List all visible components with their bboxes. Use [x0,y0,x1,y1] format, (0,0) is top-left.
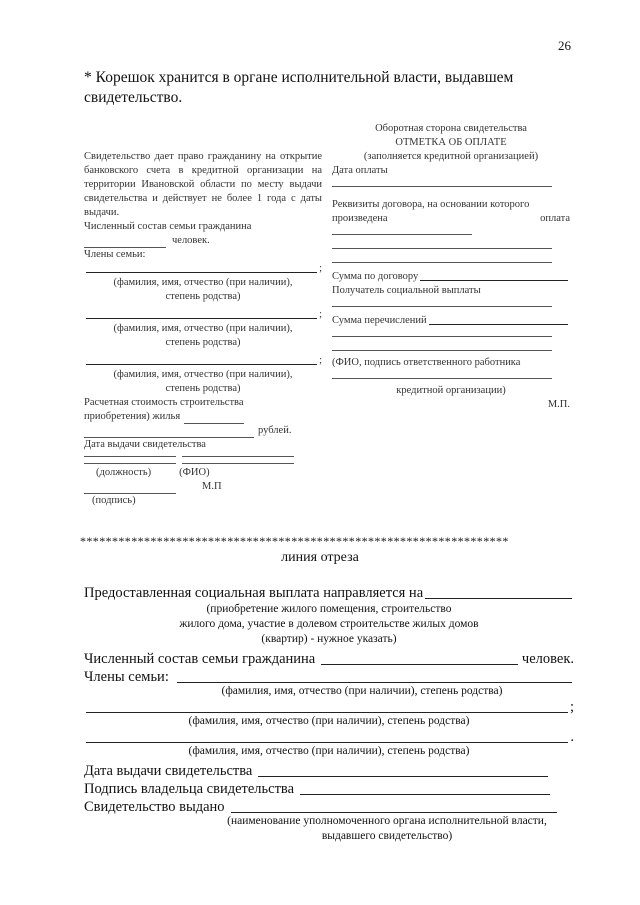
fio-hint-2a: (фамилия, имя, отчество (при наличии), [113,323,293,334]
reverse-side-header: Оборотная сторона свидетельства [375,123,527,134]
contract-sum-label: Сумма по договору [332,271,419,282]
transfer-sum-field-3[interactable] [332,350,552,351]
family-count-label: Численный состав семьи гражданина [84,221,252,232]
credit-org-label: кредитной организации) [396,385,506,396]
bottom-family-members-label: Члены семьи: [84,669,169,685]
signature-label: (подпись) [92,495,136,506]
payment-mark-title: ОТМЕТКА ОБ ОПЛАТЕ [395,137,507,148]
position-field-2[interactable] [84,463,176,464]
fio-hint-1b: степень родства) [165,291,241,302]
requisites-field-1[interactable] [332,234,472,235]
bottom-fio-hint-2: (фамилия, имя, отчество (при наличии), степень родства) [188,715,470,727]
family-member-field-3[interactable] [86,364,317,365]
payment-date-label: Дата оплаты [332,165,388,176]
bottom-family-member-field-2[interactable] [86,712,568,713]
certificate-stub-section: Свидетельство дает право гражданину на открытие банковского счета в кредитной организации на территории Ивановской области по месту выдачи свидетельства и действует не более 1 года с даты выдачи. Численный состав семьи гражданина человек. Члены семьи: ; (фамилия, имя, отчество (при наличии), степень родства) ; (фамилия, имя, отчество (при наличии), степень родства) ; (фамилия, имя, отчество (при наличии), степень родства) Расчетная стоимость строительства приобретения) жилья рублей. Дата выдачи свидетельства (должность) (ФИО) М.П (подпись) [84,151,322,506]
payment-hint-3: (квартир) - нужное указать) [261,633,397,645]
stub-note [84,68,574,108]
issue-date-label: Дата выдачи свидетельства [84,439,206,450]
calc-cost-label-1: Расчетная стоимость строительства [84,397,244,408]
fio-field-2[interactable] [182,463,294,464]
bottom-fio-hint-1: (фамилия, имя, отчество (при наличии), степень родства) [221,685,503,697]
payment-direction-field[interactable] [425,598,572,599]
certificate-rights-text: Свидетельство дает право гражданину на открытие банковского счета в кредитной организации на территории Ивановской области по месту выдачи свидетельства и действует не более 1 года с даты выдачи. [84,151,322,218]
bottom-issue-date-field[interactable] [258,776,548,777]
issued-by-label: Свидетельство выдано [84,799,225,815]
family-count-row [84,650,574,668]
stub-note-line1: * Корешок хранится в органе исполнительной власти, выдавшем [84,69,514,86]
bottom-issue-date-row [84,762,574,780]
rubles-label: рублей. [258,425,292,436]
fio-label: (ФИО) [179,467,210,478]
filled-by-note: (заполняется кредитной организацией) [363,151,539,162]
requisites-field-3[interactable] [332,262,552,263]
bottom-family-count-field[interactable] [321,664,518,665]
fio-hint-3b: степень родства) [165,383,241,394]
fio-field[interactable] [182,456,294,457]
holder-sign-label: Подпись владельца свидетельства [84,781,295,797]
family-member-field-1[interactable] [86,272,317,273]
holder-sign-row [84,780,574,798]
issuing-org-hint-1: (наименование уполномоченного органа исполнительной власти, [227,815,547,827]
family-member-field-2[interactable] [86,318,317,319]
requisites-line2b: оплата [540,213,570,224]
requisites-field-2[interactable] [332,248,552,249]
fio-hint-2b: степень родства) [165,337,241,348]
bottom-persons-label: человек. [521,651,574,667]
payment-direction-row [84,584,574,602]
payment-date-field[interactable] [332,186,552,187]
calc-cost-field-1[interactable] [184,423,244,424]
stub-note-line2: свидетельство. [84,89,183,106]
calc-cost-label-2: приобретения) жилья [84,411,181,422]
stamp-mark-left: М.П [202,481,222,492]
payment-direction-hint [84,602,574,647]
bottom-issue-date-label: Дата выдачи свидетельства [84,763,253,779]
transfer-sum-field[interactable] [429,324,568,325]
transfer-sum-field-2[interactable] [332,336,552,337]
bottom-family-member-field-3[interactable] [86,742,568,743]
requisites-line1: Реквизиты договора, на основании которого [332,199,530,210]
issuing-org-hint [200,814,574,844]
contract-sum-field[interactable] [420,280,568,281]
payment-direction-label: Предоставленная социальная выплата направляется на [84,585,424,601]
payment-hint-1: (приобретение жилого помещения, строительство [206,603,452,615]
bottom-family-member-field-1[interactable] [177,682,572,683]
payment-hint-2: жилого дома, участие в долевом строительстве жилых домов [179,618,479,630]
issued-by-field[interactable] [231,812,557,813]
family-members-label: Члены семьи: [84,249,146,260]
cut-line-label: линия отреза [281,550,359,565]
payment-mark-section [332,122,570,412]
fio-hint-1a: (фамилия, имя, отчество (при наличии), [113,277,293,288]
position-label: (должность) [96,467,152,478]
requisites-line2a: произведена [332,213,388,224]
position-field[interactable] [84,456,176,457]
bottom-fio-hint-3: (фамилия, имя, отчество (при наличии), степень родства) [188,745,470,757]
recipient-field[interactable] [332,306,552,307]
recipient-label: Получатель социальной выплаты [332,285,481,296]
persons-label: человек. [172,235,210,246]
issuing-org-hint-2: выдавшего свидетельство) [321,830,453,842]
transfer-sum-label: Сумма перечислений [332,315,427,326]
holder-sign-field[interactable] [300,794,550,795]
bottom-family-count-label: Численный состав семьи гражданина [84,651,316,667]
page-number: 26 [558,38,571,53]
responsible-fio-label: (ФИО, подпись ответственного работника [332,357,521,368]
fio-hint-3a: (фамилия, имя, отчество (при наличии), [113,369,293,380]
responsible-fio-field[interactable] [332,378,552,379]
separator-stars: ******************************************************************* [80,534,509,548]
stamp-mark-right: М.П. [547,399,570,410]
